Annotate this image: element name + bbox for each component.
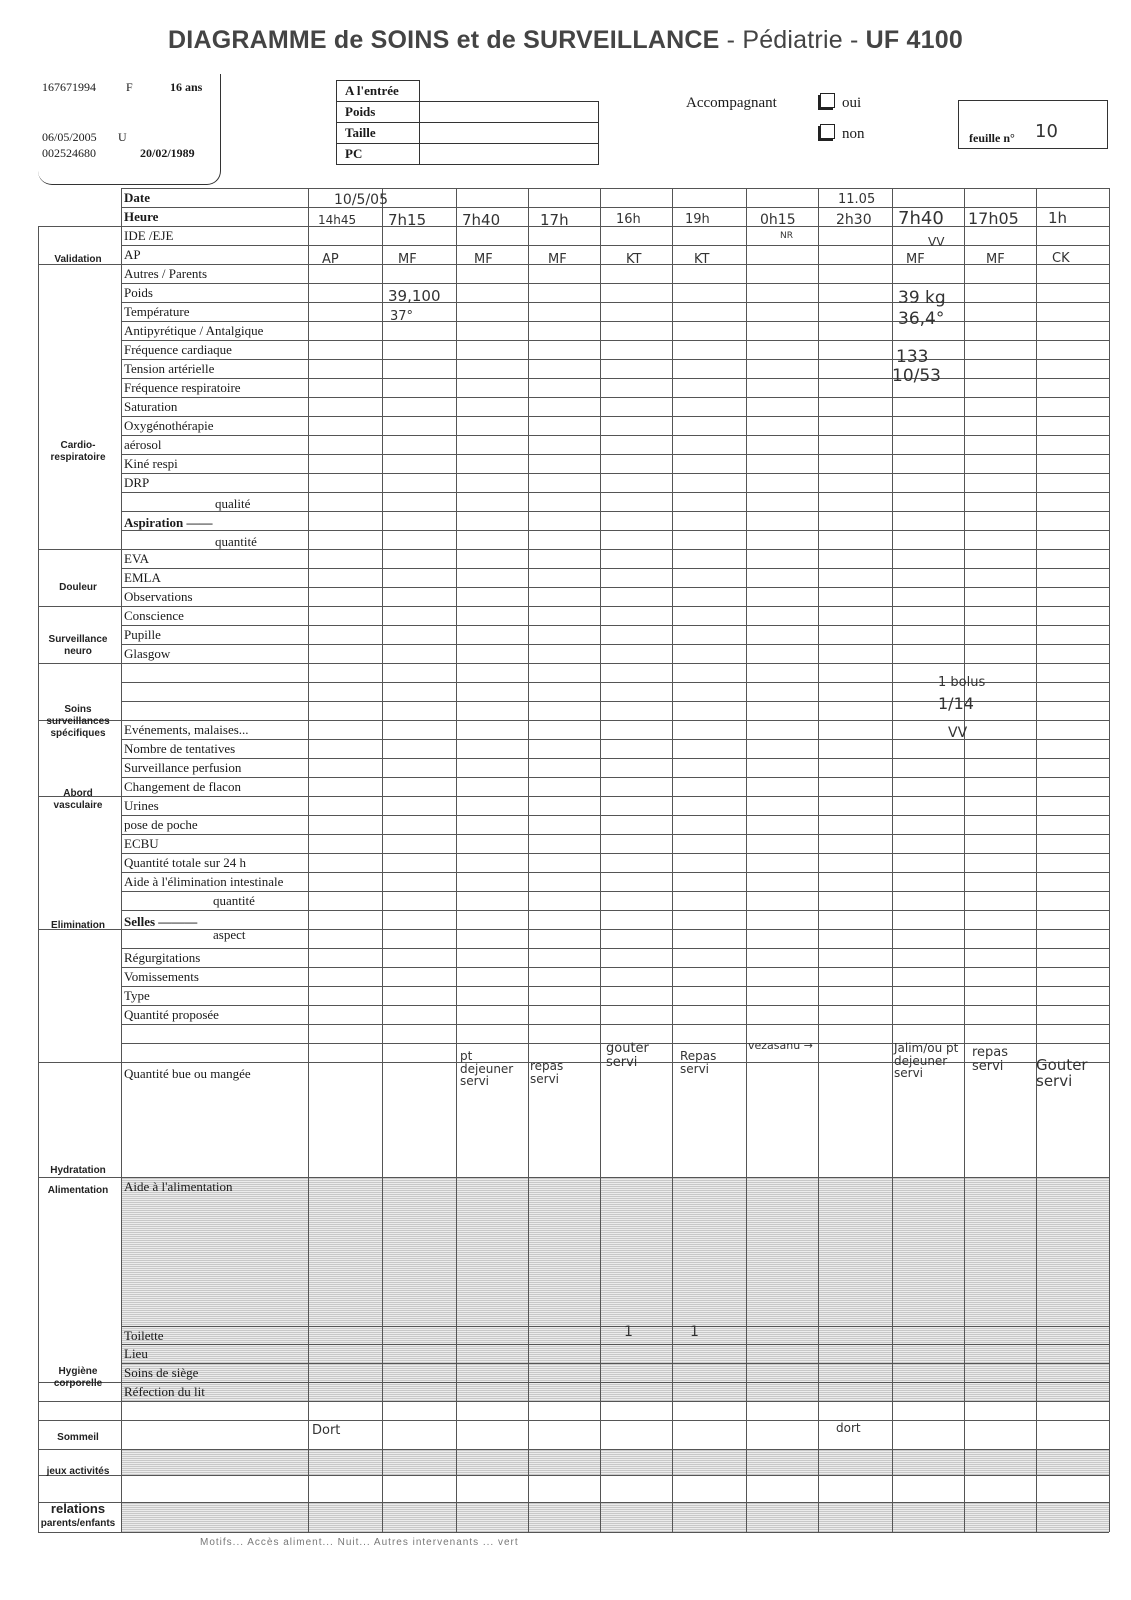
grid-rule: [121, 777, 1109, 778]
row-label: Heure: [124, 209, 159, 224]
section-alimentation: Alimentation: [47, 1185, 109, 1196]
grid-rule: [121, 511, 1109, 512]
grid-rule: [600, 188, 601, 1532]
section-cardio: Cardio-respiratoire: [50, 440, 106, 463]
row-label: Oxygénothérapie: [124, 418, 214, 433]
row-label: pose de poche: [124, 817, 198, 832]
admission-date: 06/05/2005: [42, 130, 97, 144]
hw-ap-2: MF: [398, 252, 417, 267]
row-label: Température: [124, 304, 190, 319]
row-label: DRP: [124, 475, 150, 490]
row-label: Conscience: [124, 608, 184, 623]
entry-height-label: Taille: [337, 123, 420, 144]
grid-rule: [121, 758, 1109, 759]
row-label: Type: [124, 988, 150, 1003]
row-label: Pupille: [124, 627, 161, 642]
section-relations: relations: [50, 1501, 106, 1516]
footer-legend: Motifs... Accès aliment... Nuit... Autres intervenants ... vert: [200, 1537, 519, 1548]
section-soins-specifiques: Soins surveillances spécifiques: [46, 704, 110, 739]
row-label: Quantité proposée: [124, 1007, 219, 1022]
row-label: Quantité totale sur 24 h: [124, 855, 247, 870]
grid-rule: [121, 872, 1109, 873]
entry-weight-label: Poids: [337, 102, 420, 123]
hw-ap-6: KT: [694, 252, 710, 267]
section-sommeil: Sommeil: [57, 1432, 99, 1443]
grid-rule: [38, 1532, 1109, 1533]
hw-ap-4: MF: [548, 252, 567, 267]
hw-ap-7: MF: [906, 252, 925, 267]
row-label: Fréquence respiratoire: [124, 380, 241, 395]
grid-rule: [38, 1177, 1109, 1178]
hw-heure-11: 1h: [1048, 209, 1068, 227]
grid-rule: [892, 188, 893, 1532]
hw-qp-8: Gouter servi: [1036, 1056, 1088, 1090]
birth-date: 20/02/1989: [140, 146, 195, 160]
grid-rule: [38, 606, 1109, 607]
grid-rule: [382, 188, 383, 1532]
row-label: Vomissements: [124, 969, 199, 984]
grid-rule: [38, 796, 1109, 797]
grid-rule: [38, 1449, 1109, 1450]
row-label: Aide à l'alimentation: [124, 1179, 233, 1194]
grid-rule: [38, 1401, 1109, 1402]
row-label: Observations: [124, 589, 193, 604]
patient-age: 16 ans: [170, 80, 203, 94]
row-label: Saturation: [124, 399, 178, 414]
sheet-number-box: [958, 100, 1108, 149]
hw-heure-6: 19h: [685, 212, 710, 227]
hw-qp-7: repas servi: [972, 1045, 1009, 1074]
grid-rule: [121, 378, 1109, 379]
hw-heure-4: 17h: [540, 211, 569, 229]
hw-heure-1: 14h45: [318, 213, 357, 227]
title-main: DIAGRAMME de SOINS et de SURVEILLANCE: [168, 26, 720, 54]
grid-rule: [121, 1005, 1109, 1006]
row-label: EVA: [124, 551, 150, 566]
grid-rule: [121, 891, 1109, 892]
row-label: Nombre de tentatives: [124, 741, 236, 756]
hw-temp-1: 37°: [390, 309, 414, 324]
grid-rule: [121, 587, 1109, 588]
hw-qp-2: repas servi: [530, 1059, 564, 1086]
row-label: Changement de flacon: [124, 779, 241, 794]
grid-rule: [964, 188, 965, 1532]
hw-ap-3: MF: [474, 252, 493, 267]
section-elimination: Elimination: [51, 920, 105, 931]
row-label: aspect: [213, 927, 246, 942]
patient-sex: F: [126, 80, 133, 94]
row-label: quantité: [213, 893, 255, 908]
row-label: Date: [124, 190, 150, 205]
entry-weight-field[interactable]: [420, 102, 599, 123]
accompagnant-label: Accompagnant: [686, 95, 777, 111]
section-neuro: Surveillance neuro: [48, 634, 108, 657]
hw-heure-9: 7h40: [898, 208, 944, 229]
row-label: Lieu: [124, 1346, 148, 1361]
entry-table: [336, 80, 599, 165]
entry-header: A l'entrée: [337, 81, 420, 102]
row-label: Tension artérielle: [124, 361, 215, 376]
entry-pc-label: PC: [337, 144, 420, 165]
hw-qp-3: gouter servi: [606, 1041, 649, 1070]
grid-rule: [121, 910, 1109, 911]
row-label: Toilette: [124, 1328, 164, 1343]
grid-rule: [121, 853, 1109, 854]
hw-qp-1: pt dejeuner servi: [460, 1049, 514, 1089]
hatched-zone-hygiene: [121, 1177, 1109, 1401]
hw-ide-vv: VV: [928, 235, 945, 249]
hw-temp-2: 36,4°: [898, 309, 945, 329]
grid-rule: [38, 1420, 1109, 1421]
grid-rule: [121, 834, 1109, 835]
hw-ap-8: MF: [986, 252, 1005, 267]
section-validation: Validation: [54, 254, 102, 265]
grid-rule: [38, 549, 1109, 550]
grid-rule: [38, 1475, 1109, 1476]
row-label: EMLA: [124, 570, 161, 585]
row-label: ECBU: [124, 836, 159, 851]
grid-rule: [121, 948, 1109, 949]
section-hygiene: Hygiène corporelle: [53, 1366, 103, 1389]
hw-heure-5: 16h: [616, 212, 641, 227]
hw-soins-3: VV: [948, 725, 968, 741]
row-label: Surveillance perfusion: [124, 760, 242, 775]
stay-number: 002524680: [42, 146, 96, 160]
sheet-number-value: 10: [1035, 121, 1058, 142]
grid-rule: [38, 1382, 1109, 1383]
grid-rule: [38, 929, 1109, 930]
grid-rule: [121, 302, 1109, 303]
grid-rule: [121, 359, 1109, 360]
grid-rule: [121, 416, 1109, 417]
hw-qp-6: Jalim/ou pt dejeuner servi: [894, 1041, 959, 1081]
row-label: Evénements, malaises...: [124, 722, 249, 737]
grid-rule: [38, 226, 1109, 227]
grid-rule: [121, 283, 1109, 284]
hw-soins-1: 1 bolus: [938, 675, 986, 690]
hw-heure-8: 2h30: [836, 212, 872, 228]
grid-rule: [1036, 188, 1037, 1532]
grid-rule: [38, 1502, 1109, 1503]
grid-rule: [121, 397, 1109, 398]
hw-ide-note: NR: [780, 231, 793, 241]
grid-rule: [818, 188, 819, 1532]
grid-rule: [121, 967, 1109, 968]
grid-rule: [121, 245, 1109, 246]
grid-rule: [746, 188, 747, 1532]
hw-heure-10: 17h05: [968, 209, 1019, 228]
hw-ap-5: KT: [626, 252, 642, 267]
grid-rule: [121, 815, 1109, 816]
title-service: Pédiatrie: [742, 26, 843, 54]
row-label: Urines: [124, 798, 159, 813]
grid-rule: [121, 188, 122, 1532]
grid-rule: [308, 188, 309, 1532]
row-label: IDE /EJE: [124, 228, 174, 243]
entry-height-field[interactable]: [420, 123, 599, 144]
row-label: Quantité bue ou mangée: [124, 1066, 251, 1081]
hw-date-1: 10/5/05: [334, 192, 388, 208]
hatched-zone-relations: [121, 1502, 1109, 1532]
hw-date-2: 11.05: [838, 192, 876, 207]
patient-ipp: 167671994: [42, 80, 96, 94]
section-jeux: jeux activités: [46, 1466, 110, 1477]
title-unit: UF 4100: [865, 26, 963, 54]
hw-qp-4: Repas servi: [680, 1049, 717, 1076]
row-label: Soins de siège: [124, 1365, 199, 1380]
row-label: aérosol: [124, 437, 162, 452]
sheet-number-label: feuille n°: [969, 131, 1015, 145]
row-label: Autres / Parents: [124, 266, 208, 281]
hw-ap-9: CK: [1052, 251, 1070, 266]
grid-rule: [121, 321, 1109, 322]
grid-rule: [121, 473, 1109, 474]
row-label: Kiné respi: [124, 456, 178, 471]
row-label: Aspiration ——: [124, 515, 213, 530]
grid-rule: [38, 663, 1109, 664]
row-label: Selles ———: [124, 914, 198, 929]
row-label: Fréquence cardiaque: [124, 342, 232, 357]
grid-rule: [528, 188, 529, 1532]
grid-rule: [456, 188, 457, 1532]
hw-qp-5: vezasanu →: [748, 1039, 813, 1052]
grid-rule: [38, 226, 39, 1532]
hatched-zone-jeux: [121, 1449, 1109, 1475]
hw-fc: 133: [896, 347, 929, 367]
hw-ta: 10/53: [892, 366, 941, 386]
hw-poids-2: 39 kg: [898, 288, 946, 308]
admission-type: U: [118, 130, 127, 144]
grid-rule: [38, 720, 1109, 721]
grid-rule: [121, 1344, 1109, 1345]
row-label: Antipyrétique / Antalgique: [124, 323, 264, 338]
grid-rule: [121, 986, 1109, 987]
grid-rule: [121, 435, 1109, 436]
grid-rule: [121, 1363, 1109, 1364]
grid-rule: [121, 625, 1109, 626]
row-label: Glasgow: [124, 646, 171, 661]
grid-rule: [121, 454, 1109, 455]
row-label: AP: [124, 247, 141, 262]
grid-rule: [121, 340, 1109, 341]
section-abord-vasculaire: Abord vasculaire: [53, 788, 103, 811]
hw-aide-alim-1: 1: [624, 1324, 633, 1340]
row-label: qualité: [215, 496, 251, 511]
page-title: DIAGRAMME de SOINS et de SURVEILLANCE - Pédiatrie - UF 4100: [168, 26, 963, 54]
hw-poids-1: 39,100: [388, 287, 441, 305]
grid-rule: [121, 568, 1109, 569]
hw-sommeil-1: Dort: [312, 1423, 341, 1438]
grid-rule: [121, 188, 1109, 189]
hw-aide-alim-2: 1: [690, 1324, 699, 1340]
hw-heure-2: 7h15: [388, 211, 427, 229]
hw-ap-1: AP: [322, 252, 339, 267]
row-label: Aide à l'élimination intestinale: [124, 874, 284, 889]
grid-rule: [672, 188, 673, 1532]
hw-heure-7: 0h15: [760, 212, 796, 228]
section-parents-enfants: parents/enfants: [40, 1518, 116, 1529]
grid-rule: [121, 207, 1109, 208]
row-label: quantité: [215, 534, 257, 549]
grid-rule: [121, 1024, 1109, 1025]
section-hydratation: Hydratation: [50, 1165, 106, 1176]
grid-rule: [121, 492, 1109, 493]
grid-rule: [121, 530, 1109, 531]
row-label: Poids: [124, 285, 153, 300]
accompagnant-no-checkbox[interactable]: [820, 124, 835, 139]
accompagnant-yes-label: oui: [842, 95, 862, 111]
hw-soins-2: 1/14: [938, 694, 974, 713]
accompagnant-no-label: non: [842, 126, 865, 142]
hw-sommeil-2: dort: [836, 1421, 861, 1435]
grid-rule: [121, 1326, 1109, 1327]
section-douleur: Douleur: [59, 582, 97, 593]
patient-label: [38, 74, 221, 185]
accompagnant-yes-checkbox[interactable]: [820, 93, 835, 108]
grid-rule: [121, 644, 1109, 645]
row-label: Régurgitations: [124, 950, 201, 965]
hw-heure-3: 7h40: [462, 211, 501, 229]
grid-rule: [1109, 188, 1110, 1532]
row-label: Réfection du lit: [124, 1384, 205, 1399]
entry-pc-field[interactable]: [420, 144, 599, 165]
grid-rule: [38, 264, 1109, 265]
